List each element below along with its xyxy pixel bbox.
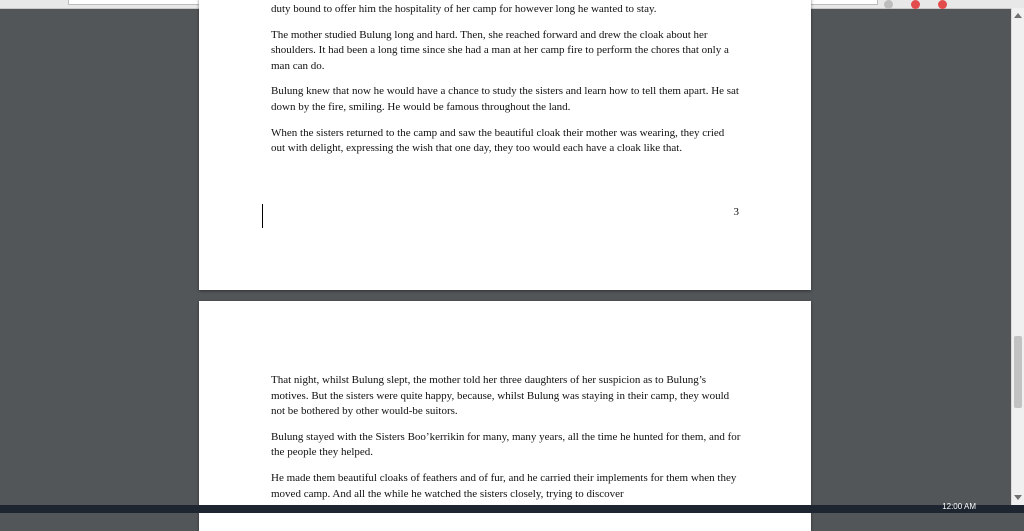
page-4-text: [271, 373, 741, 512]
page-3-text: [271, 2, 741, 167]
document-page-3[interactable]: [199, 0, 811, 290]
red-circle-icon[interactable]: [938, 0, 947, 9]
scrollbar-thumb[interactable]: [1014, 336, 1022, 408]
red-circle-icon[interactable]: [911, 0, 920, 9]
window-controls: [884, 0, 961, 14]
document-page-4[interactable]: [199, 301, 811, 531]
paragraph: That night, whilst Bulung slept, the mother told her three daughters of her suspicion as to Bulung’s motives. But the sisters were quite happy, because, whilst Bulung was staying in their camp, they would not be bothered by other would-be suitors.: [271, 374, 730, 418]
taskbar-clock[interactable]: 12:00 AM: [942, 502, 976, 511]
gray-circle-icon[interactable]: [884, 0, 893, 9]
paragraph: Bulung stayed with the Sisters Boo’kerrikin for many, many years, all the time he hunted for them, and for the people they helped.: [271, 430, 741, 459]
paragraph: Bulung knew that now he would have a chance to study the sisters and learn how to tell them apart. He sat down by the fire, smiling. He would be famous throughout the land.: [271, 85, 739, 113]
scroll-up-arrow-icon[interactable]: [1014, 13, 1022, 18]
paragraph: The mother studied Bulung long and hard. Then, she reached forward and drew the cloak about her shoulders. It had been a long time since she had a man at her camp fire to perform the chores that only a man can do.: [271, 28, 729, 72]
page-number: 3: [733, 206, 739, 218]
scroll-down-arrow-icon[interactable]: [1014, 495, 1022, 500]
paragraph: duty bound to offer him the hospitality of her camp for however long he wanted to stay.: [271, 3, 657, 15]
text-cursor: [262, 204, 263, 228]
paragraph: He made them beautiful cloaks of feathers and of fur, and he carried their implements for them when they moved camp. And all the while he watched the sisters closely, trying to discover: [271, 471, 737, 500]
paragraph: When the sisters returned to the camp and saw the beautiful cloak their mother was wearing, they cried out with delight, expressing the wish that one day, they too would each have a cloak like that.: [271, 126, 725, 155]
taskbar: [0, 502, 1024, 513]
vertical-scrollbar[interactable]: [1011, 8, 1024, 505]
